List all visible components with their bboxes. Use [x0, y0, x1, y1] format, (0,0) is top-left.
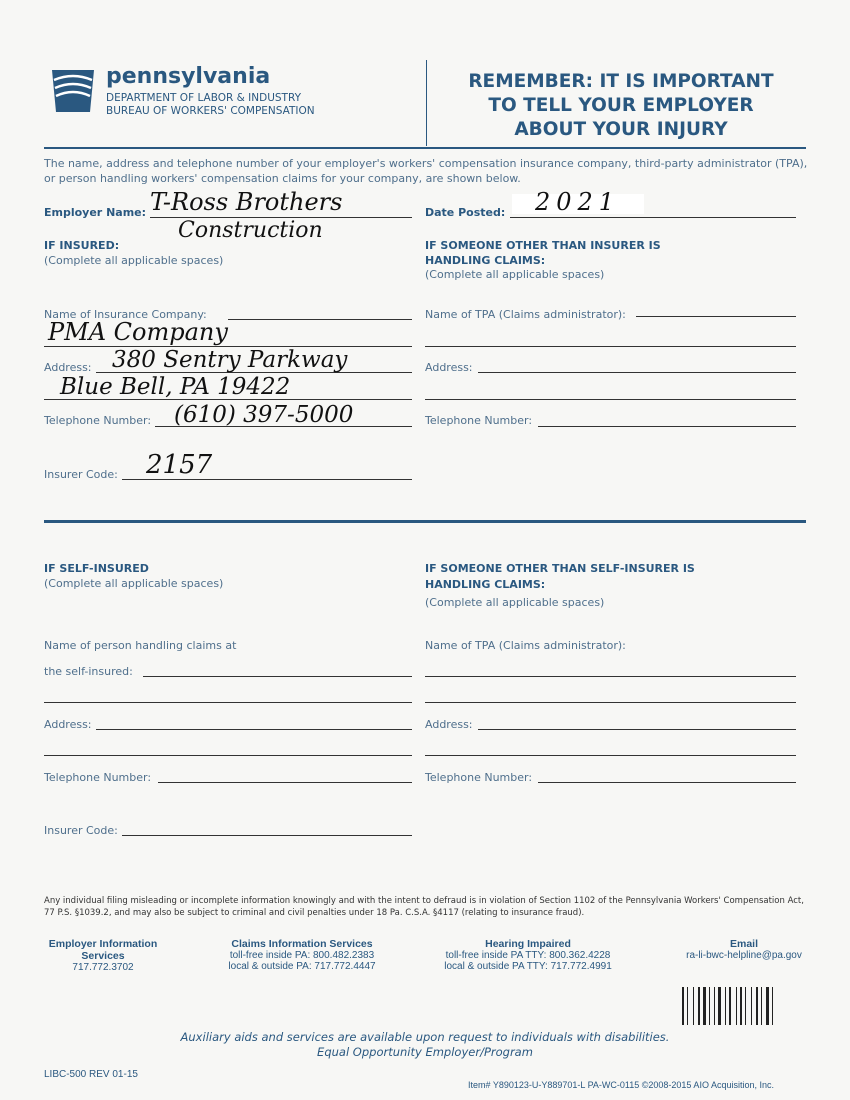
hearing-impaired-tollfree: toll-free inside PA TTY: 800.362.4228: [445, 950, 611, 961]
department-name: DEPARTMENT OF LABOR & INDUSTRY: [106, 92, 302, 104]
insurer-code-value[interactable]: 2157: [146, 450, 213, 480]
self-person-line: [143, 676, 412, 677]
header-rule: [44, 147, 806, 149]
employer-name-label: Employer Name:: [44, 206, 147, 219]
self-person-label-1: Name of person handling claims at: [44, 639, 237, 652]
fraud-notice: Any individual filing misleading or incomplete information knowingly and with the intent to defraud is in violation of Section 1102 of the Pennsylvania Workers' Compensation Act, 77 P.S. §1039.2, and may also be subject to criminal and civil penalties under 18 Pa. C.S.A. §4117 (relating to insurance fraud).: [44, 896, 804, 918]
self-tpa-address-line: [478, 729, 796, 730]
insurance-company-value[interactable]: PMA Company: [48, 318, 228, 346]
email-heading: Email: [729, 938, 758, 950]
self-address-label: Address:: [44, 718, 92, 731]
self-address-line-2: [44, 755, 412, 756]
insurer-code-label: Insurer Code:: [44, 468, 118, 481]
insurer-tpa-address-line: [478, 372, 796, 373]
self-tpa-phone-line: [538, 782, 796, 783]
header-divider: [426, 60, 427, 146]
employer-info-heading-1: Employer Information: [48, 938, 158, 950]
insured-subtitle: (Complete all applicable spaces): [44, 254, 224, 267]
insurance-company-line: [228, 319, 412, 320]
remember-notice: [436, 70, 806, 142]
insurer-tpa-address-line-2: [425, 399, 796, 400]
auxiliary-aids-line-2: Equal Opportunity Employer/Program: [317, 1045, 533, 1059]
auxiliary-aids-line-1: Auxiliary aids and services are available upon request to individuals with disabilities.: [180, 1030, 670, 1044]
email-contact: [664, 938, 824, 961]
insurer-address-value-1[interactable]: 380 Sentry Parkway: [112, 347, 348, 373]
remember-line-1: REMEMBER: IT IS IMPORTANT: [468, 71, 774, 92]
self-tpa-phone-label: Telephone Number:: [425, 771, 533, 784]
date-posted-line: [510, 217, 796, 218]
self-tpa-line: [425, 676, 796, 677]
self-insured-title: IF SELF-INSURED: [44, 562, 149, 575]
date-posted-label: Date Posted:: [425, 206, 506, 219]
self-tpa-line-2: [425, 702, 796, 703]
claims-info-services: [206, 938, 398, 972]
insurer-phone-value[interactable]: (610) 397-5000: [174, 402, 354, 428]
state-name: pennsylvania: [106, 64, 271, 89]
employer-name-value[interactable]: T-Ross Brothers: [150, 188, 343, 216]
hearing-impaired-local: local & outside PA TTY: 717.772.4991: [444, 961, 612, 972]
auxiliary-aids: [100, 1030, 750, 1060]
insurer-tpa-phone-label: Telephone Number:: [425, 414, 533, 427]
claims-info-local: local & outside PA: 717.772.4447: [228, 961, 376, 972]
remember-line-3: ABOUT YOUR INJURY: [514, 119, 728, 140]
other-self-title-2: HANDLING CLAIMS:: [425, 578, 546, 591]
barcode-icon: [682, 987, 780, 1025]
insurer-address-value-2[interactable]: Blue Bell, PA 19422: [60, 374, 291, 400]
self-phone-line: [158, 782, 412, 783]
self-phone-label: Telephone Number:: [44, 771, 152, 784]
self-insured-subtitle: (Complete all applicable spaces): [44, 577, 224, 590]
insurer-tpa-line: [636, 316, 796, 317]
insurance-company-label: Name of Insurance Company:: [44, 308, 207, 321]
insurer-phone-label: Telephone Number:: [44, 414, 152, 427]
insurer-address-label: Address:: [44, 361, 92, 374]
other-self-subtitle: (Complete all applicable spaces): [425, 596, 605, 609]
insurer-tpa-address-label: Address:: [425, 361, 473, 374]
insurer-tpa-label: Name of TPA (Claims administrator):: [425, 308, 626, 321]
keystone-logo-icon: [46, 66, 100, 116]
employer-name-value-2[interactable]: Construction: [178, 218, 323, 243]
other-self-title-1: IF SOMEONE OTHER THAN SELF-INSURER IS: [425, 562, 695, 575]
self-person-line-2: [44, 702, 412, 703]
self-tpa-label: Name of TPA (Claims administrator):: [425, 639, 626, 652]
section-rule: [44, 520, 806, 523]
insurer-tpa-phone-line: [538, 426, 796, 427]
self-person-label-2: the self-insured:: [44, 665, 133, 678]
form-id: LIBC-500 REV 01-15: [44, 1069, 138, 1080]
date-posted-value[interactable]: 2021: [535, 188, 621, 216]
intro-text: The name, address and telephone number of your employer's workers' compensation insurance company, third-party administrator (TPA), or person handling workers' compensation claims for your company, are shown below.: [44, 157, 808, 185]
claims-info-heading: Claims Information Services: [231, 938, 373, 950]
claims-info-tollfree: toll-free inside PA: 800.482.2383: [229, 950, 375, 961]
bureau-name: BUREAU OF WORKERS' COMPENSATION: [106, 105, 315, 117]
employer-info-phone: 717.772.3702: [72, 962, 134, 973]
employer-info-services: [36, 938, 170, 973]
self-tpa-address-label: Address:: [425, 718, 473, 731]
insurer-tpa-line-2: [425, 346, 796, 347]
self-tpa-address-line-2: [425, 755, 796, 756]
insured-title: IF INSURED:: [44, 239, 120, 252]
other-insurer-subtitle: (Complete all applicable spaces): [425, 268, 605, 281]
email-address[interactable]: ra-li-bwc-helpline@pa.gov: [686, 950, 802, 961]
self-code-line: [122, 835, 412, 836]
item-number: Item# Y890123-U-Y889701-L PA-WC-0115 ©2008-2015 AIO Acquisition, Inc.: [468, 1080, 774, 1090]
self-code-label: Insurer Code:: [44, 824, 118, 837]
hearing-impaired: [420, 938, 636, 972]
self-address-line: [96, 729, 412, 730]
other-insurer-title-2: HANDLING CLAIMS:: [425, 254, 546, 267]
remember-line-2: TO TELL YOUR EMPLOYER: [488, 95, 754, 116]
hearing-impaired-heading: Hearing Impaired: [485, 938, 571, 950]
other-insurer-title-1: IF SOMEONE OTHER THAN INSURER IS: [425, 239, 661, 252]
employer-info-heading-2: Services: [81, 950, 125, 962]
